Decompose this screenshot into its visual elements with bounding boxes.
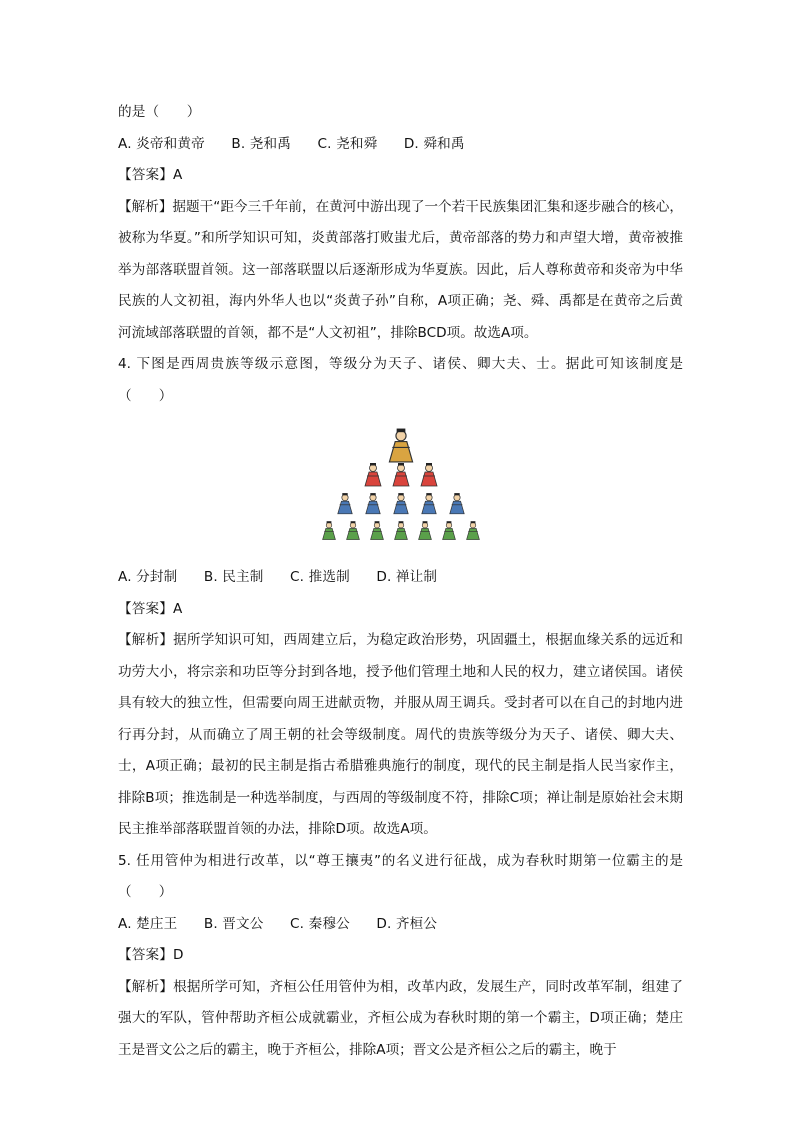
q3-analysis: 【解析】据题干“距今三千年前，在黄河中游出现了一个若干民族集团汇集和逐步融合的核心，被称为华夏。”和所学知识可知，炎黄部落打败蚩尤后，黄帝部落的势力和声望大增，黄帝被推举为部落联盟首领。这一部落联盟以后逐渐形成为华夏族。因此，后人尊称黄帝和炎帝为中华民族的人文初祖，海内外华人也以“炎黄子孙”自称，A项正确；尧、舜、禹都是在黄帝之后黄河流域部落联盟的首领，都不是“人文初祖”，排除BCD项。故选A项。 [118, 198, 683, 341]
q5-stem: 5. 任用管仲为相进行改革，以“尊王攘夷”的名义进行征战，成为春秋时期第一位霸主的是（ ） [118, 852, 683, 900]
noble-figure [322, 521, 335, 539]
q5-option-b: B. 晋文公 [203, 915, 264, 932]
document-page [118, 97, 683, 1066]
noble-figure [393, 463, 409, 486]
noble-figure [442, 521, 455, 539]
q5-analysis: 【解析】根据所学可知，齐桓公任用管仲为相，改革内政，发展生产，同时改革军制，组建了强大的军队，管仲帮助齐桓公成就霸业，齐桓公成为春秋时期的第一个霸主，D项正确；楚庄王是晋文公之后的霸主，晚于齐桓公，排除A项；晋文公是齐桓公之后的霸主，晚于 [118, 978, 683, 1058]
noble-figure [394, 521, 407, 539]
q3-option-b: B. 尧和禹 [231, 135, 292, 152]
q3-option-d: D. 舜和禹 [403, 135, 465, 152]
q5-option-d: D. 齐桓公 [376, 915, 438, 932]
q4-answer: 【答案】A [118, 600, 183, 617]
noble-figure [346, 521, 359, 539]
q5-answer: 【答案】D [118, 947, 184, 963]
noble-figure [421, 493, 435, 514]
q4-analysis: 【解析】据所学知识可知，西周建立后，为稳定政治形势，巩固疆土，根据血缘关系的远近和功劳大小，将宗亲和功臣等分封到各地，授予他们管理土地和人民的权力，建立诸侯国。诸侯具有较大的独立性，但需要向周王进献贡物，并服从周王调兵。受封者可以在自己的封地内进行再分封，从而确立了周王朝的社会等级制度。周代的贵族等级分为天子、诸侯、卿大夫、士，A项正确；最初的民主制是指古希腊雅典施行的制度，现代的民主制是指人民当家作主，排除B项；推选制是一种选举制度，与西周的等级制度不符，排除C项；禅让制是原始社会末期民主推举部落联盟首领的办法，排除D项。故选A项。 [118, 632, 683, 837]
noble-figure [421, 463, 437, 486]
noble-figure [365, 463, 381, 486]
noble-figure [418, 521, 431, 539]
noble-figure [337, 493, 351, 514]
hierarchy-figure [118, 412, 683, 562]
q5-option-c: C. 秦穆公 [290, 915, 350, 932]
noble-figure [389, 429, 412, 462]
noble-figure [393, 493, 407, 514]
q3-options [118, 129, 683, 161]
noble-figure [449, 493, 463, 514]
q3-answer: 【答案】A [118, 167, 183, 183]
noble-figure [365, 493, 379, 514]
noble-figure [370, 521, 383, 539]
pyramid-of-figures-icon [321, 422, 481, 552]
q4-option-c: C. 推选制 [290, 569, 350, 585]
q4-stem: 4. 下图是西周贵族等级示意图，等级分为天子、诸侯、卿大夫、士。据此可知该制度是（ ） [118, 356, 683, 404]
q4-option-b: B. 民主制 [203, 569, 264, 585]
q5-option-a: A. 楚庄王 [118, 915, 178, 932]
q3-stem-tail: 的是（ ） [118, 104, 201, 120]
q4-options [118, 562, 683, 594]
q5-options [118, 909, 683, 941]
noble-figure [466, 521, 479, 539]
q3-option-a: A. 炎帝和黄帝 [118, 135, 205, 152]
q3-option-c: C. 尧和舜 [317, 135, 378, 152]
q4-option-a: A. 分封制 [118, 569, 178, 585]
q4-option-d: D. 禅让制 [376, 569, 438, 585]
